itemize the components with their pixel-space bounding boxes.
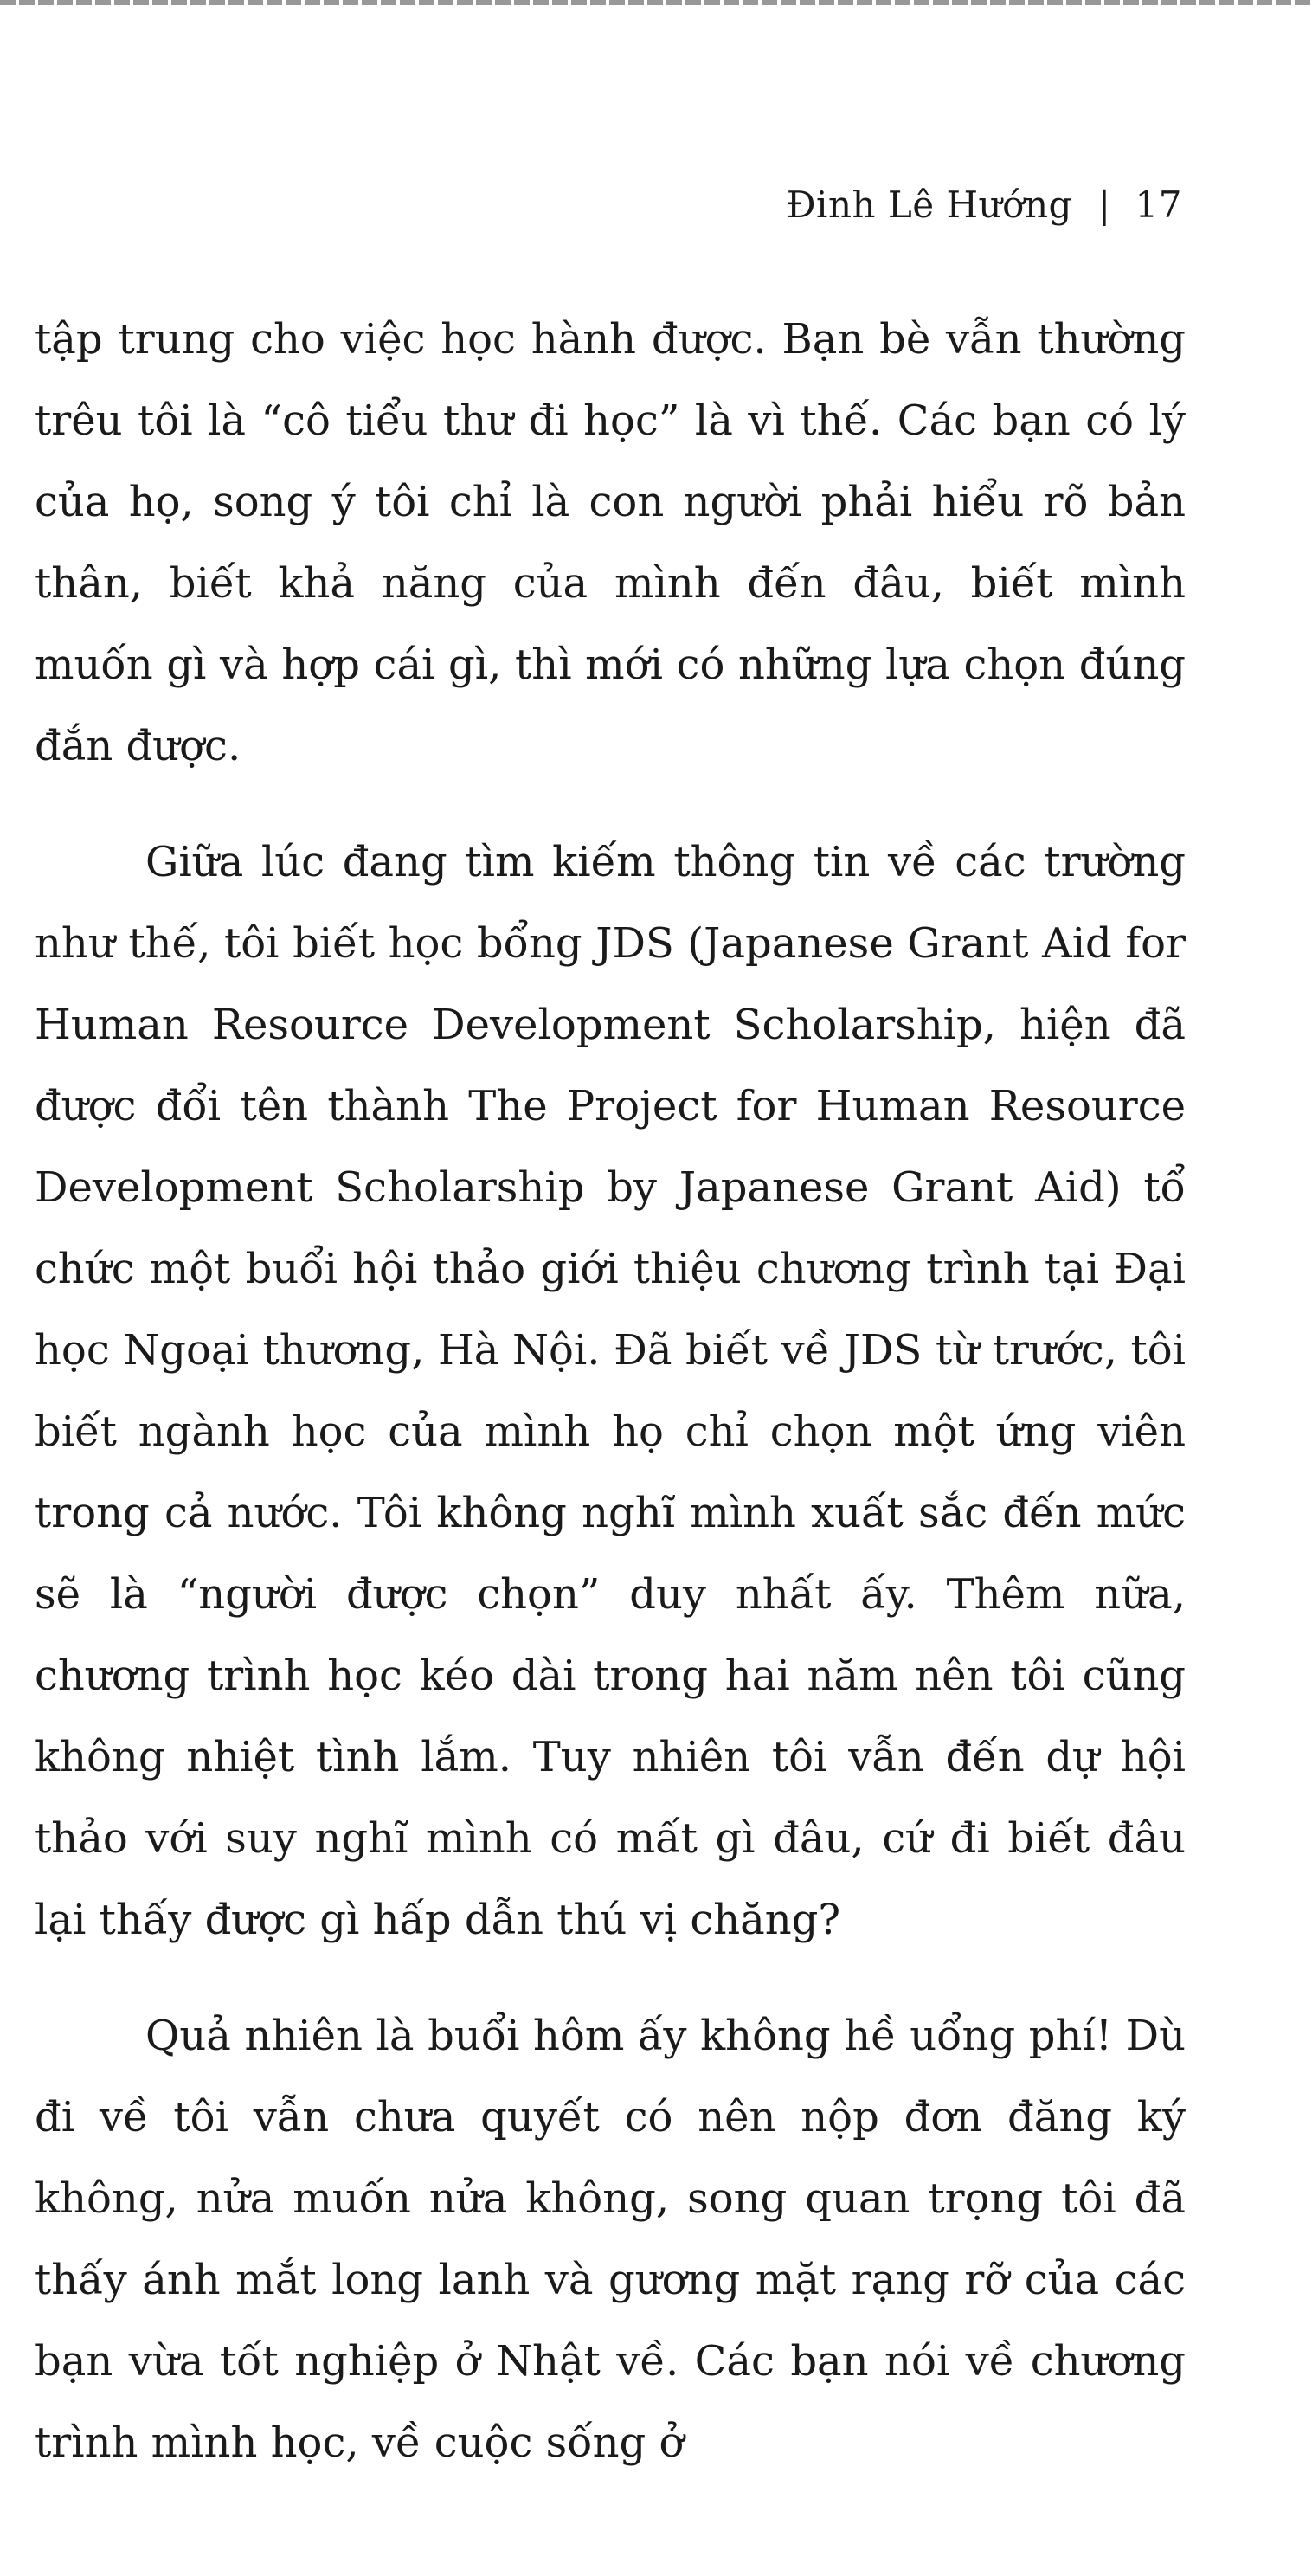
header-separator: | <box>1097 184 1111 226</box>
top-border <box>0 0 1312 5</box>
paragraph-workshop-outcome: Quả nhiên là buổi hôm ấy không hề uổng phí! Dù đi về tôi vẫn chưa quyết có nên nộp đơn đăng ký không, nửa muốn nửa không, song quan trọng tôi đã thấy ánh mắt long lanh và gương mặt rạng rỡ của các bạn vừa tốt nghiệp ở Nhật về. Các bạn nói về chương trình mình học, về cuộc sống ở <box>35 2012 1186 2467</box>
paragraph-continued: tập trung cho việc học hành được. Bạn bè vẫn thường trêu tôi là “cô tiểu thư đi học” là vì thế. Các bạn có lý của họ, song ý tôi chỉ là con người phải hiểu rõ bản thân, biết khả năng của mình đến đâu, biết mình muốn gì và hợp cái gì, thì mới có những lựa chọn đúng đắn được. <box>35 315 1186 770</box>
header-author: Đinh Lê Hướng <box>786 184 1072 226</box>
page-number: 17 <box>1135 184 1182 226</box>
running-header <box>786 184 1182 226</box>
page-body <box>35 299 1186 2518</box>
paragraph-jds-scholarship: Giữa lúc đang tìm kiếm thông tin về các trường như thế, tôi biết học bổng JDS (Japanese Grant Aid for Human Resource Development Scholarship, hiện đã được đổi tên thành The Project for Human Resource Development Scholarship by Japanese Grant Aid) tổ chức một buổi hội thảo giới thiệu chương trình tại Đại học Ngoại thương, Hà Nội. Đã biết về JDS từ trước, tôi biết ngành học của mình họ chỉ chọn một ứng viên trong cả nước. Tôi không nghĩ mình xuất sắc đến mức sẽ là “người được chọn” duy nhất ấy. Thêm nữa, chương trình học kéo dài trong hai năm nên tôi cũng không nhiệt tình lắm. Tuy nhiên tôi vẫn đến dự hội thảo với suy nghĩ mình có mất gì đâu, cứ đi biết đâu lại thấy được gì hấp dẫn thú vị chăng? <box>35 838 1186 1944</box>
